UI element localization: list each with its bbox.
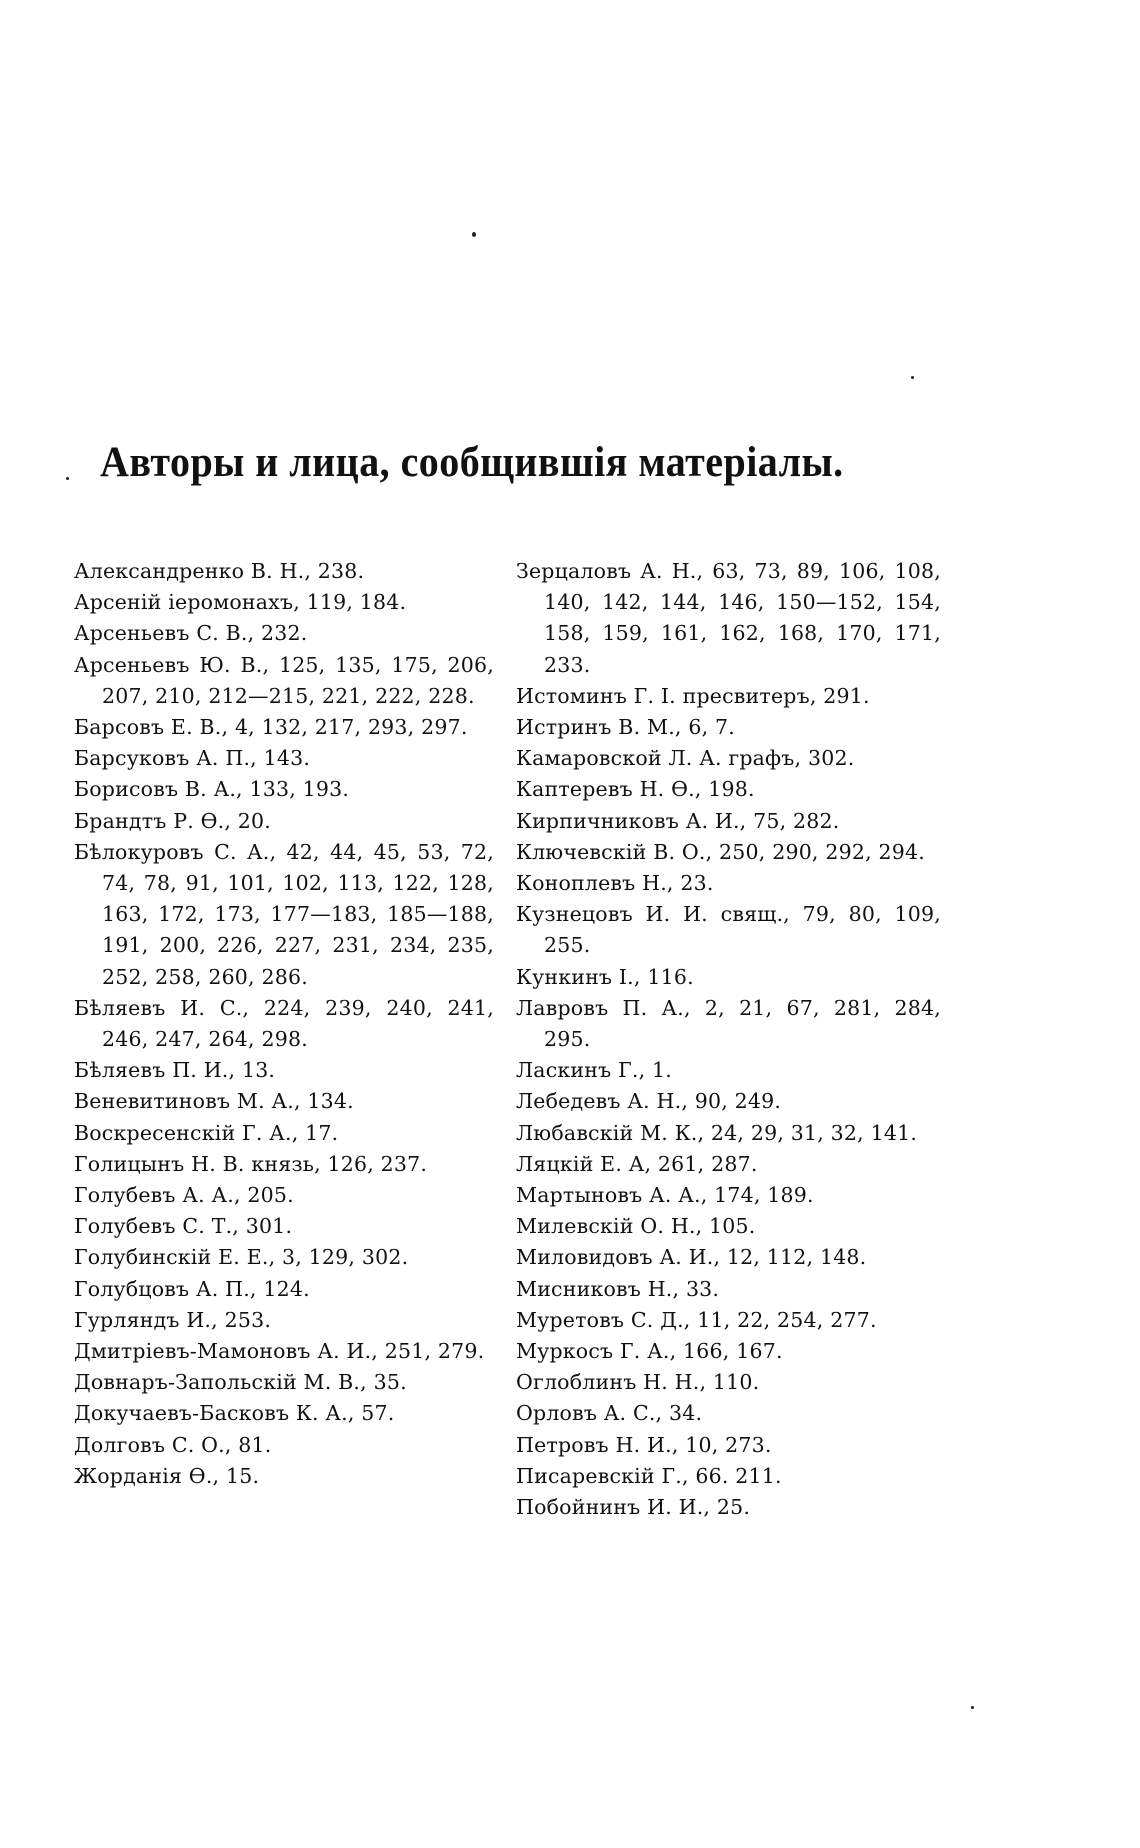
index-entry: Воскресенскій Г. А., 17. [74, 1120, 339, 1145]
index-entry: Оглоблинъ Н. Н., 110. [516, 1370, 760, 1395]
index-entry: Арсеній іеромонахъ, 119, 184. [74, 590, 407, 615]
index-entry: Барсуковъ А. П., 143. [74, 746, 311, 771]
index-entry: Мисниковъ Н., 33. [516, 1276, 720, 1301]
index-entry: Дмитріевъ-Мамоновъ А. И., 251, 279. [74, 1339, 485, 1364]
index-entry: Камаровской Л. А. графъ, 302. [516, 746, 855, 771]
index-entry: Лебедевъ А. Н., 90, 249. [516, 1089, 782, 1114]
index-entry: Зерцаловъ А. Н., 63, 73, 89, 106, 108, 140, 142, 144, 146, 150—152, 154, 158, 159, 161, 162, 168, 170, 171, 233. [516, 559, 941, 677]
index-entry: Муретовъ С. Д., 11, 22, 254, 277. [516, 1307, 877, 1332]
index-entry: Бѣляевъ П. И., 13. [74, 1058, 276, 1083]
index-entry: Миловидовъ А. И., 12, 112, 148. [516, 1245, 867, 1270]
index-entry: Голубинскій Е. Е., 3, 129, 302. [74, 1245, 409, 1270]
index-entry: Истринъ В. М., 6, 7. [516, 715, 735, 740]
index-entry: Любавскій М. К., 24, 29, 31, 32, 141. [516, 1120, 918, 1145]
index-entry: Арсеньевъ С. В., 232. [74, 621, 308, 646]
index-entry: Мартыновъ А. А., 174, 189. [516, 1183, 814, 1208]
index-entry: Барсовъ Е. В., 4, 132, 217, 293, 297. [74, 715, 468, 740]
index-entry: Брандтъ Р. Ѳ., 20. [74, 808, 271, 833]
index-entry: Веневитиновъ М. А., 134. [74, 1089, 354, 1114]
print-speck [472, 232, 476, 237]
index-entry: Борисовъ В. А., 133, 193. [74, 777, 350, 802]
page-title: Авторы и лица, сообщившія матеріалы. [100, 439, 844, 486]
index-entry: Долговъ С. О., 81. [74, 1432, 272, 1457]
index-entry: Довнаръ-Запольскій М. В., 35. [74, 1370, 407, 1395]
index-left-column [74, 556, 494, 1492]
index-entry: Голубцовъ А. П., 124. [74, 1276, 310, 1301]
index-entry: Гурляндъ И., 253. [74, 1307, 272, 1332]
index-entry: Писаревскій Г., 66. 211. [516, 1463, 782, 1488]
index-entry: Побойнинъ И. И., 25. [516, 1495, 751, 1520]
index-entry: Петровъ Н. И., 10, 273. [516, 1432, 772, 1457]
index-entry: Истоминъ Г. І. пресвитеръ, 291. [516, 683, 870, 708]
index-entry: Голицынъ Н. В. князь, 126, 237. [74, 1151, 428, 1176]
index-entry: Голубевъ С. Т., 301. [74, 1214, 293, 1239]
index-entry: Жорданія Ѳ., 15. [74, 1463, 260, 1488]
index-entry: Докучаевъ-Басковъ К. А., 57. [74, 1401, 395, 1426]
index-entry: Ласкинъ Г., 1. [516, 1058, 672, 1083]
print-speck [66, 477, 69, 480]
index-entry: Ключевскій В. О., 250, 290, 292, 294. [516, 839, 925, 864]
print-speck [971, 1706, 974, 1709]
index-entry: Орловъ А. С., 34. [516, 1401, 703, 1426]
index-entry: Каптеревъ Н. Ѳ., 198. [516, 777, 755, 802]
index-entry: Кирпичниковъ А. И., 75, 282. [516, 808, 840, 833]
print-speck [911, 376, 914, 379]
index-entry: Коноплевъ Н., 23. [516, 871, 714, 896]
index-entry: Арсеньевъ Ю. В., 125, 135, 175, 206, 207, 210, 212—215, 221, 222, 228. [74, 652, 494, 708]
index-entry: Лавровъ П. А., 2, 21, 67, 281, 284, 295. [516, 995, 941, 1052]
index-entry: Муркосъ Г. А., 166, 167. [516, 1339, 783, 1364]
index-entry: Бѣлокуровъ С. А., 42, 44, 45, 53, 72, 74, 78, 91, 101, 102, 113, 122, 128, 163, 172, 173, 177—183, 185—188, 191, 200, 226, 227, 231, 234, 235, 252, 258, 260, 286. [74, 839, 494, 989]
index-entry: Ляцкій Е. А, 261, 287. [516, 1151, 758, 1176]
index-entry: Кункинъ І., 116. [516, 964, 694, 989]
index-entry: Бѣляевъ И. С., 224, 239, 240, 241, 246, 247, 264, 298. [74, 995, 494, 1052]
index-right-column [516, 556, 941, 1523]
index-entry: Александренко В. Н., 238. [74, 559, 365, 583]
index-entry: Голубевъ А. А., 205. [74, 1183, 294, 1208]
index-entry: Милевскій О. Н., 105. [516, 1214, 756, 1239]
index-entry: Кузнецовъ И. И. свящ., 79, 80, 109, 255. [516, 902, 941, 958]
